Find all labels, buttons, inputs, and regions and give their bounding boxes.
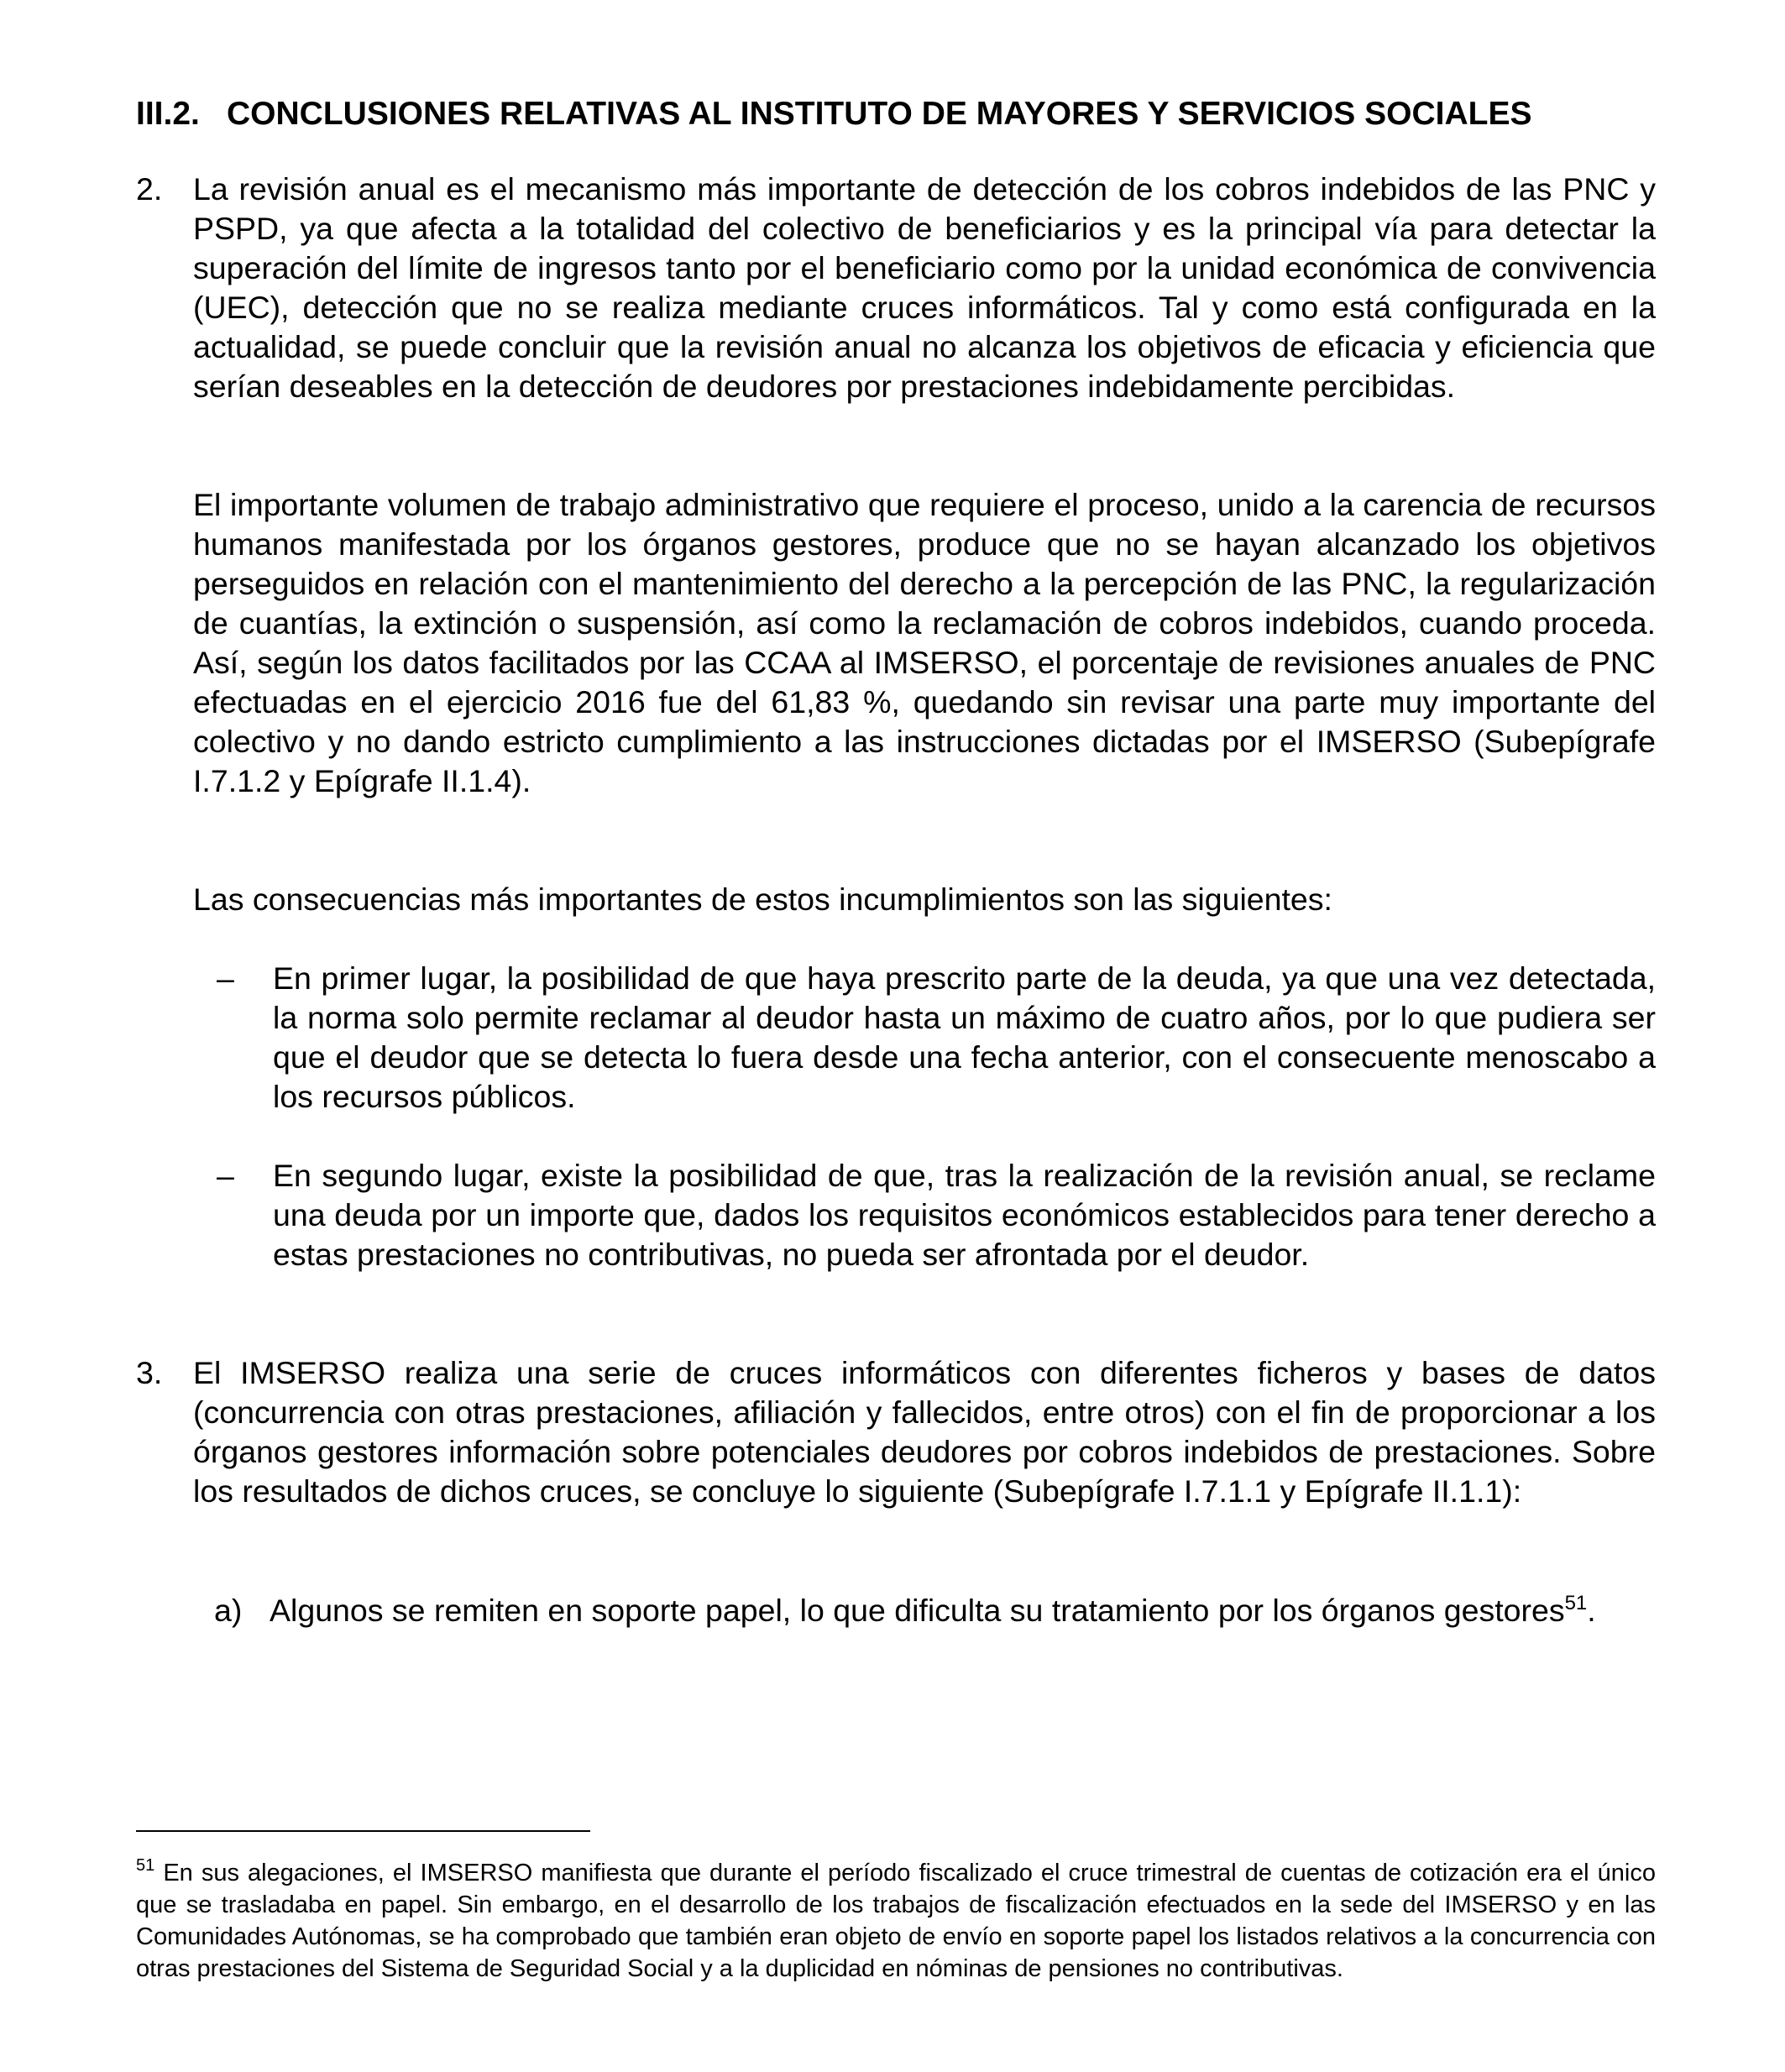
subitem-trailing: . bbox=[1587, 1593, 1596, 1628]
bullet-text: En primer lugar, la posibilidad de que haya prescrito parte de la deuda, ya que una vez detectada, la norma solo permite reclamar al deudor hasta un máximo de cuatro años, por lo que pudiera ser que el deudor que se detecta lo fuera desde una fecha anterior, con el consecuente menoscabo a los recursos públicos. bbox=[273, 960, 1656, 1114]
footnote-number: 51 bbox=[136, 1856, 155, 1875]
bullet-item bbox=[273, 1156, 1656, 1274]
bullet-item bbox=[273, 959, 1656, 1117]
bullet-marker: – bbox=[217, 1158, 234, 1193]
paragraph-text: El importante volumen de trabajo administrativo que requiere el proceso, unido a la carencia de recursos humanos manifestada por los órganos gestores, produce que no se hayan alcanzado los objetivos perseguidos en relación con el mantenimiento del derecho a la percepción de las PNC, la regularización de cuantías, la extinción o suspensión, así como la reclamación de cobros indebidos, cuando proceda. Así, según los datos facilitados por las CCAA al IMSERSO, el porcentaje de revisiones anuales de PNC efectuadas en el ejercicio 2016 fue del 61,83 %, quedando sin revisar una parte muy importante del colectivo y no dando estricto cumplimiento a las instrucciones dictadas por el IMSERSO (Subepígrafe I.7.1.2 y Epígrafe II.1.4). bbox=[193, 487, 1656, 798]
subitem bbox=[270, 1591, 1656, 1630]
paragraph bbox=[193, 1353, 1656, 1511]
footnote bbox=[136, 1857, 1656, 1985]
footnote-ref[interactable]: 51 bbox=[1564, 1592, 1588, 1614]
paragraph-text: La revisión anual es el mecanismo más importante de detección de los cobros indebidos de las PNC y PSPD, ya que afecta a la totalidad del colectivo de beneficiarios y es la principal vía para detectar la superación del límite de ingresos tanto por el beneficiario como por la unidad económica de convivencia (UEC), detección que no se realiza mediante cruces informáticos. Tal y como está configurada en la actualidad, se puede concluir que la revisión anual no alcanza los objetivos de eficacia y eficiencia que serían deseables en la detección de deudores por prestaciones indebidamente percibidas. bbox=[193, 171, 1656, 404]
paragraph-text: El IMSERSO realiza una serie de cruces informáticos con diferentes ficheros y bases de datos (concurrencia con otras prestaciones, afiliación y fallecidos, entre otros) con el fin de proporcionar a los órganos gestores información sobre potenciales deudores por cobros indebidos de prestaciones. Sobre los resultados de dichos cruces, se concluye lo siguiente (Subepígrafe I.7.1.1 y Epígrafe II.1.1): bbox=[193, 1355, 1656, 1509]
bullet-marker: – bbox=[217, 960, 234, 996]
section-title: CONCLUSIONES RELATIVAS AL INSTITUTO DE MAYORES Y SERVICIOS SOCIALES bbox=[227, 96, 1532, 132]
section-number: III.2. bbox=[136, 96, 200, 132]
section-heading bbox=[136, 91, 1656, 138]
paragraph bbox=[193, 485, 1656, 801]
subitem-text: Algunos se remiten en soporte papel, lo que dificulta su tratamiento por los órganos gestores bbox=[270, 1593, 1565, 1628]
item-number: 2. bbox=[136, 171, 163, 207]
bullet-text: En segundo lugar, existe la posibilidad de que, tras la realización de la revisión anual, se reclame una deuda por un importe que, dados los requisitos económicos establecidos para tener derecho a estas prestaciones no contributivas, no pueda ser afrontada por el deudor. bbox=[273, 1158, 1656, 1272]
paragraph bbox=[193, 170, 1656, 406]
paragraph bbox=[193, 880, 1656, 919]
footnote-text: En sus alegaciones, el IMSERSO manifiesta que durante el período fiscalizado el cruce trimestral de cuentas de cotización era el único que se trasladaba en papel. Sin embargo, en el desarrollo de los trabajos de fiscalización efectuados en la sede del IMSERSO y en las Comunidades Autónomas, se ha comprobado que también eran objeto de envío en soporte papel los listados relativos a la concurrencia con otras prestaciones del Sistema de Seguridad Social y a la duplicidad en nóminas de pensiones no contributivas. bbox=[136, 1860, 1656, 1982]
subitem-label: a) bbox=[214, 1593, 243, 1628]
footnote-separator bbox=[136, 1830, 590, 1832]
paragraph-text: Las consecuencias más importantes de estos incumplimientos son las siguientes: bbox=[193, 882, 1332, 917]
item-number: 3. bbox=[136, 1355, 163, 1390]
